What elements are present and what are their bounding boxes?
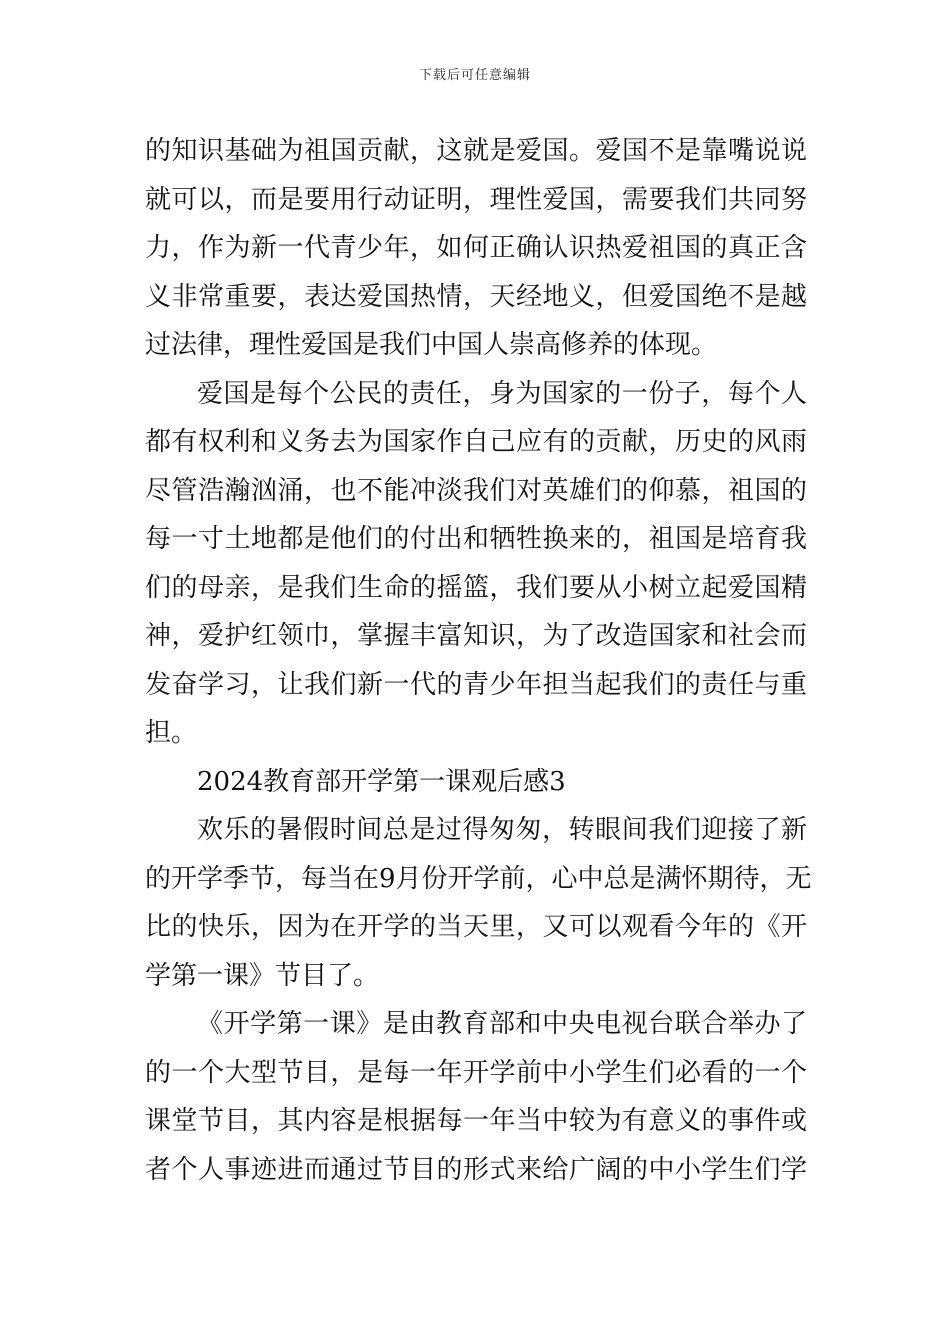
text-line: 发奋学习，让我们新一代的青少年担当起我们的责任与重	[145, 669, 807, 700]
text-line: 《开学第一课》是由教育部和中央电视台联合举办了	[197, 1009, 807, 1039]
paragraph	[145, 370, 807, 758]
text-line: 每一寸土地都是他们的付出和牺牲换来的，祖国是培育我	[145, 524, 807, 554]
text-line: 的知识基础为祖国贡献，这就是爱国。爱国不是靠嘴说说	[145, 136, 807, 166]
text-line: 们的母亲，是我们生命的摇篮，我们要从小树立起爱国精	[145, 572, 807, 603]
text-line: 的开学季节，每当在9月份开学前，心中总是满怀期待，无	[145, 863, 812, 894]
text-line: 神，爱护红领巾，掌握丰富知识，为了改造国家和社会而	[145, 621, 807, 651]
document-body	[145, 127, 812, 1194]
text-line: 担。	[145, 718, 198, 748]
text-line: 就可以，而是要用行动证明，理性爱国，需要我们共同努	[145, 184, 807, 215]
text-line: 力，作为新一代青少年，如何正确认识热爱祖国的真正含	[145, 233, 807, 263]
text-line: 义非常重要，表达爱国热情，天经地义，但爱国绝不是越	[145, 281, 807, 312]
text-line: 者个人事迹进而通过节目的形式来给广阔的中小学生们学	[145, 1154, 807, 1185]
text-line: 比的快乐，因为在开学的当天里，又可以观看今年的《开	[145, 912, 807, 942]
paragraph	[145, 127, 807, 370]
text-line: 学第一课》节目了。	[145, 960, 380, 991]
text-line: 过法律，理性爱国是我们中国人崇高修养的体现。	[145, 330, 718, 360]
text-line: 爱国是每个公民的责任，身为国家的一份子，每个人	[197, 378, 807, 409]
page-header: 下载后可任意编辑	[418, 68, 531, 83]
paragraph	[145, 1000, 807, 1194]
text-line: 都有权利和义务去为国家作自己应有的贡献，历史的风雨	[145, 427, 807, 457]
text-line: 课堂节目，其内容是根据每一年当中较为有意义的事件或	[145, 1106, 807, 1136]
section-heading	[145, 758, 807, 807]
paragraph	[145, 806, 812, 1000]
text-line: 的一个大型节目，是每一年开学前中小学生们必看的一个	[145, 1057, 807, 1088]
text-line: 尽管浩瀚汹涌，也不能冲淡我们对英雄们的仰慕，祖国的	[145, 475, 807, 506]
heading-line: 2024教育部开学第一课观后感3	[197, 766, 566, 797]
text-line: 欢乐的暑假时间总是过得匆匆，转眼间我们迎接了新	[197, 815, 807, 845]
